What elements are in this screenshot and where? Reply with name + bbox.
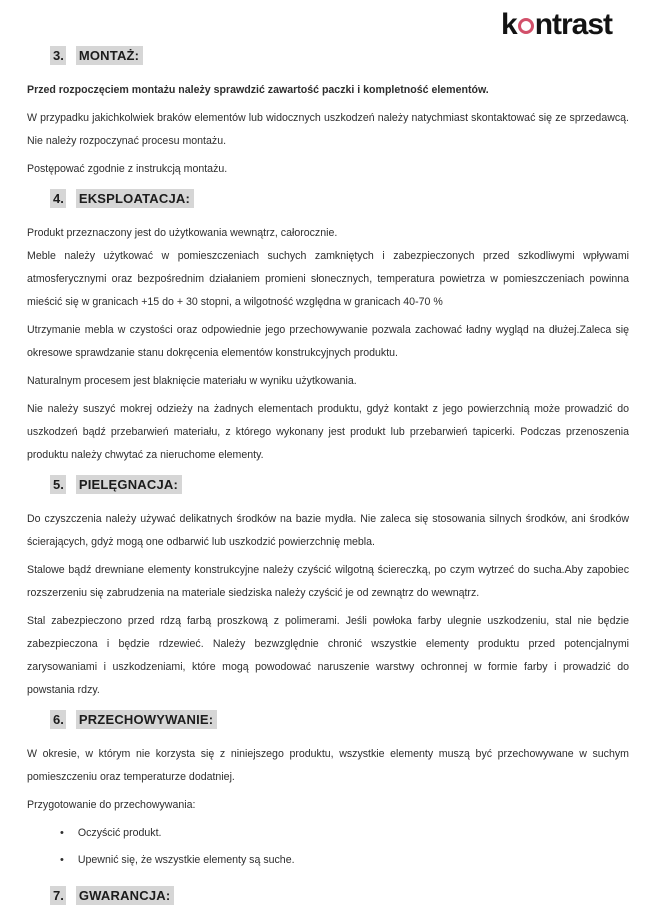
bullet-icon: • [60,854,64,866]
paragraph-room-conditions: Meble należy użytkować w pomieszczeniach suchych zamkniętych i zabezpieczonych przed szkodliwymi wpływami atmosferycznymi oraz bezpośrednim działaniem promieni słonecznych, temperatura powietrza w pomieszczeniach powinna mieścić się w granicach +15 do + 30 stopni, a wilgotność względna w granicach 40-70 % [27,250,629,308]
section-title: MONTAŻ: [76,46,143,65]
section-title: PRZECHOWYWANIE: [76,710,217,729]
storage-checklist [27,822,629,872]
list-item [60,849,629,872]
paragraph-check-package: Przed rozpoczęciem montażu należy sprawdzić zawartość paczki i kompletność elementów. [27,84,489,96]
paragraph-fading: Naturalnym procesem jest blaknięcie materiału w wyniku użytkowania. [27,375,357,387]
logo-text-ntrast: ntrast [534,8,613,41]
paragraph-wipe-elements: Stalowe bądź drewniane elementy konstrukcyjne należy czyścić wilgotną ściereczką, po czym wytrzeć do sucha.Aby zapobiec rozszerzeniu się zabrudzenia na materiale siedziska należy czyścić je od zewnątrz do wewnątrz. [27,564,629,599]
section-number: 7. [50,886,66,905]
section-number: 4. [50,189,66,208]
paragraph-cleanliness: Utrzymanie mebla w czystości oraz odpowiednie jego przechowywanie pozwala zachować ładny wygląd na dłużej.Zaleca się okresowe sprawdzanie stanu dokręcenia elementów konstrukcyjnych produktu. [27,324,629,359]
section-title: PIELĘGNACJA: [76,475,182,494]
section-heading-montaz [50,46,629,66]
section-heading-eksploatacja [50,189,629,209]
list-item [60,822,629,845]
section-number: 5. [50,475,66,494]
brand-logo [501,8,612,42]
paragraph-rust-protection: Stal zabezpieczono przed rdzą farbą proszkową z polimerami. Jeśli powłoka farby ulegnie uszkodzeniu, stal nie będzie zabezpieczona i będzie rdzewieć. Należy bezwzględnie chronić wszystkie elementy produktu przed potencjalnymi zarysowaniami i uszkodzeniami, które mogą powodować naruszenie warstwy ochronnej w formie farby i prowadzić do powstania rdzy. [27,615,629,696]
paragraph-storage-prep: Przygotowanie do przechowywania: [27,799,196,811]
paragraph-indoor-use: Produkt przeznaczony jest do użytkowania wewnątrz, całorocznie. [27,227,338,239]
bullet-icon: • [60,827,64,839]
section-number: 3. [50,46,66,65]
section-heading-gwarancja [50,886,629,906]
paragraph-storage-conditions: W okresie, w którym nie korzysta się z niniejszego produktu, wszystkie elementy muszą być przechowywane w suchym pomieszczeniu oraz temperaturze dodatniej. [27,748,629,783]
paragraph-no-wet-clothes: Nie należy suszyć mokrej odzieży na żadnych elementach produktu, gdyż kontakt z jego powierzchnią może prowadzić do uszkodzeń bądź przebarwień materiału, z którego wykonany jest produkt lub przebarwień tapicerki. Podczas przenoszenia produktu należy chwytać za nieruchome elementy. [27,403,629,461]
logo-o-ring-icon [518,18,534,34]
section-title: EKSPLOATACJA: [76,189,194,208]
logo-text-k: k [501,8,517,41]
paragraph-follow-instructions: Postępować zgodnie z instrukcją montażu. [27,163,228,175]
list-item-text: Upewnić się, że wszystkie elementy są suche. [77,854,295,866]
paragraph-mild-cleaners: Do czyszczenia należy używać delikatnych środków na bazie mydła. Nie zaleca się stosowania silnych środków, ani środków ścierających, gdyż mogą one odbarwić lub uszkodzić powierzchnię mebla. [27,513,629,548]
section-title: GWARANCJA: [76,886,175,905]
section-number: 6. [50,710,66,729]
list-item-text: Oczyścić produkt. [77,827,162,839]
section-heading-pielegnacja [50,475,629,495]
paragraph-contact-seller: W przypadku jakichkolwiek braków elementów lub widocznych uszkodzeń należy natychmiast skontaktować się ze sprzedawcą. Nie należy rozpoczynać procesu montażu. [27,112,629,147]
section-heading-przechowywanie [50,710,629,730]
